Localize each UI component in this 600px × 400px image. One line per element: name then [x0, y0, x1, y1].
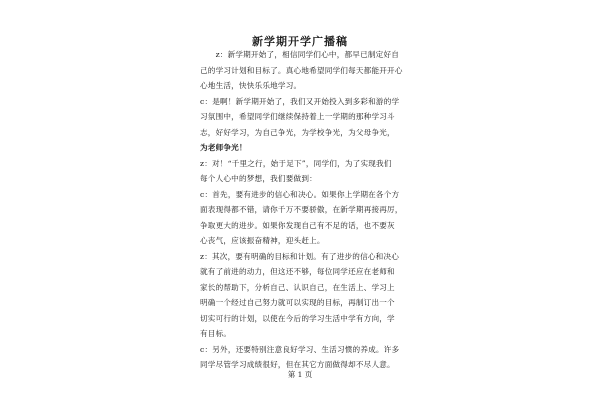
page-title: 新学期开学广播稿	[252, 35, 348, 48]
text-line: z：新学期开始了，相信同学们心中，都早已制定好自	[200, 50, 400, 59]
document-body	[200, 47, 406, 373]
text-line: 明确一个经过自己努力就可以实现的目标，再制订出一个	[200, 298, 395, 307]
text-line: 切实可行的计划，以使在今后的学习生活中学有方向，学	[200, 313, 395, 323]
text-line: 有目标。	[200, 329, 232, 338]
text-line: 每个人心中的梦想，我们要做到：	[200, 174, 317, 183]
text-line: c：首先，要有进步的信心和决心。如果你上学期在各个方	[200, 189, 400, 199]
text-line: 争取更大的进步。如果你发现自己有不足的话，也不要灰	[200, 220, 395, 230]
text-line: c：另外，还要特别注意良好学习、生活习惯的养成。许多	[200, 344, 400, 354]
text-line: 心丧气，应该振奋精神，迎头赶上。	[200, 236, 325, 245]
text-line: 己的学习计划和目标了。真心地希望同学们每天都能开开心	[200, 65, 403, 75]
text-line: 习氛围中，希望同学们继续保持着上一学期的那种学习斗	[200, 112, 395, 121]
text-line: 就有了前进的动力，但这还不够，每位同学还应在老师和	[200, 267, 395, 276]
text-line: 为老师争光！	[200, 143, 247, 152]
text-line: z：对！“千里之行，始于足下”，同学们，为了实现我们	[200, 158, 392, 168]
text-line: 同学尽管学习成绩很好，但在其它方面做得却不尽人意。	[200, 360, 395, 369]
text-line: 志，好好学习，为自己争光，为学校争光，为父母争光，	[200, 127, 395, 137]
text-line: 家长的帮助下，分析自己、认识自己，在生活上、学习上	[200, 282, 395, 292]
text-line: c：是啊！新学期开始了，我们又开始投入到多彩和游的学	[200, 96, 400, 106]
text-line: 面表现得都不错，请你千万不要骄傲，在新学期再接再厉，	[200, 205, 403, 214]
text-line: z：其次，要有明确的目标和计划。有了进步的信心和决心	[200, 251, 400, 261]
page-number: 第 1 页	[287, 370, 313, 379]
text-line: 心地生活，快快乐乐地学习。	[200, 81, 302, 90]
